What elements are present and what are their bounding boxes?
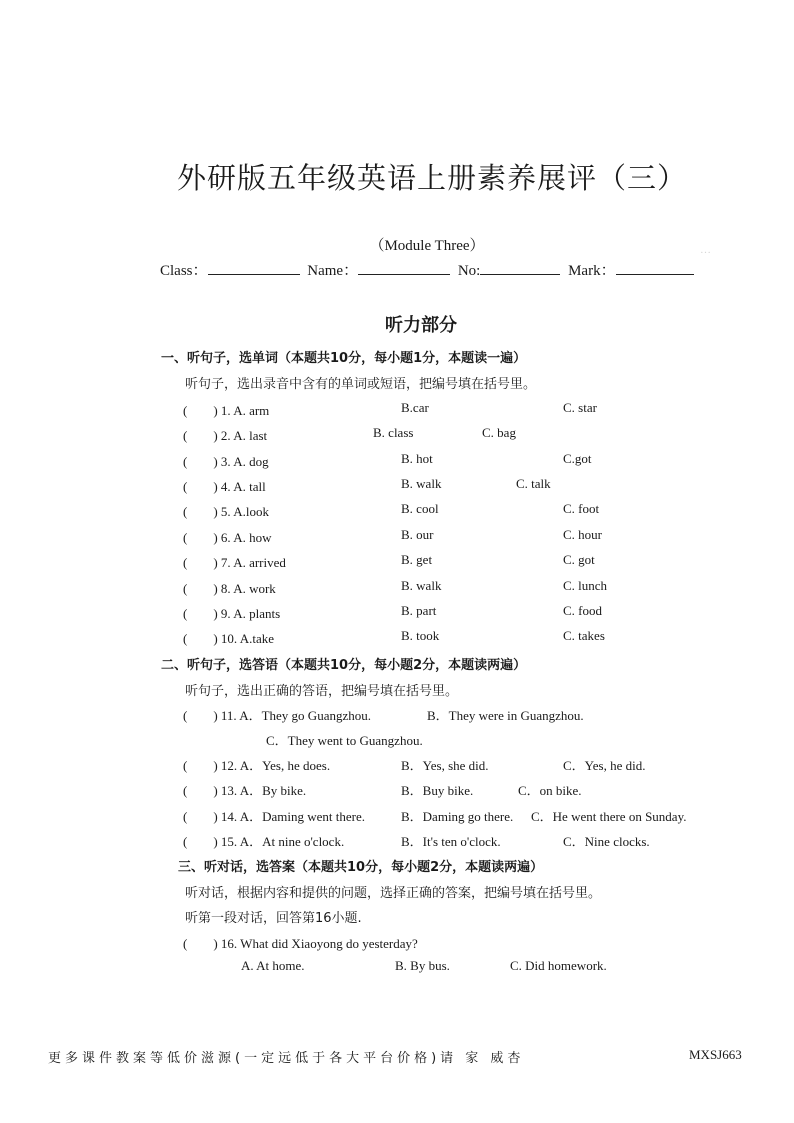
q6-c: C. hour: [563, 527, 602, 542]
q12-a: ( ) 12. A．Yes, he does.: [183, 758, 331, 773]
q6-b: B. our: [401, 527, 434, 542]
q5-a: ( ) 5. A.look: [183, 504, 269, 519]
q12-b: B．Yes, she did.: [401, 758, 489, 773]
q15-b: B．It's ten o'clock.: [401, 834, 501, 849]
footer-text: 更多课件教案等低价滋源(一定远低于各大平台价格)请 家 威杏: [48, 1051, 525, 1066]
q14-b: B．Daming go there.: [401, 809, 514, 824]
mark-blank: [616, 262, 694, 275]
name-label: Name：: [307, 263, 359, 279]
q8-c: C. lunch: [563, 578, 608, 593]
q5-b: B. cool: [401, 501, 439, 516]
q9-c: C. food: [563, 603, 602, 618]
part1-heading: 一、听句子，选单词（本题共10分，每小题1分，本题读一遍）: [161, 351, 527, 366]
q2-b: B. class: [373, 425, 414, 440]
q11-c: C．They went to Guangzhou.: [266, 733, 423, 748]
q8-a: ( ) 8. A. work: [183, 581, 276, 596]
part1-instruction: 听句子，选出录音中含有的单词或短语，把编号填在括号里。: [185, 377, 537, 392]
page-title: 外研版五年级英语上册素养展评（三）: [176, 163, 687, 195]
q10-c: C. takes: [563, 628, 605, 643]
q6-a: ( ) 6. A. how: [183, 530, 272, 545]
q16-a: A. At home.: [241, 958, 305, 973]
bleed-through-text: …: [700, 244, 711, 256]
q11-b: B．They were in Guangzhou.: [427, 708, 584, 723]
q5-c: C. foot: [563, 501, 600, 516]
part3-subinstruction: 听第一段对话，回答第16小题.: [185, 911, 362, 926]
q10-b: B. took: [401, 628, 440, 643]
q16-b: B. By bus.: [395, 958, 450, 973]
part2-instruction: 听句子，选出正确的答语，把编号填在括号里。: [185, 684, 459, 699]
q9-a: ( ) 9. A. plants: [183, 606, 281, 621]
q15-c: C．Nine clocks.: [563, 834, 650, 849]
class-blank: [208, 262, 300, 275]
name-blank: [358, 262, 450, 275]
q13-b: B．Buy bike.: [401, 783, 474, 798]
page-subtitle: （Module Three）: [369, 238, 485, 254]
q7-c: C. got: [563, 552, 595, 567]
student-info-line: [160, 259, 698, 280]
footer-code: MXSJ663: [689, 1047, 742, 1062]
q8-b: B. walk: [401, 578, 442, 593]
q3-c: C.got: [563, 451, 592, 466]
q16-c: C. Did homework.: [510, 958, 607, 973]
class-label: Class：: [160, 263, 208, 279]
q7-b: B. get: [401, 552, 433, 567]
q4-b: B. walk: [401, 476, 442, 491]
q15-a: ( ) 15. A．At nine o'clock.: [183, 834, 345, 849]
q11-a: ( ) 11. A．They go Guangzhou.: [183, 708, 371, 723]
q13-c: C．on bike.: [518, 783, 582, 798]
q3-a: ( ) 3. A. dog: [183, 454, 269, 469]
q9-b: B. part: [401, 603, 437, 618]
q3-b: B. hot: [401, 451, 433, 466]
q4-c: C. talk: [516, 476, 551, 491]
q1-b: B.car: [401, 400, 429, 415]
q1-c: C. star: [563, 400, 597, 415]
q7-a: ( ) 7. A. arrived: [183, 555, 286, 570]
no-blank: [480, 262, 560, 275]
part2-heading: 二、听句子，选答语（本题共10分，每小题2分，本题读两遍）: [161, 658, 527, 673]
q4-a: ( ) 4. A. tall: [183, 479, 266, 494]
q2-a: ( ) 2. A. last: [183, 428, 268, 443]
listening-section-heading: 听力部分: [385, 315, 457, 336]
no-label: No:: [457, 263, 481, 279]
q2-c: C. bag: [482, 425, 516, 440]
q16-question: ( ) 16. What did Xiaoyong do yesterday?: [183, 936, 418, 951]
mark-label: Mark：: [568, 263, 616, 279]
q12-c: C．Yes, he did.: [563, 758, 646, 773]
part3-heading: 三、听对话，选答案（本题共10分，每小题2分，本题读两遍）: [178, 860, 544, 875]
q13-a: ( ) 13. A．By bike.: [183, 783, 307, 798]
q14-a: ( ) 14. A．Daming went there.: [183, 809, 365, 824]
part3-instruction: 听对话，根据内容和提供的问题，选择正确的答案，把编号填在括号里。: [185, 886, 602, 901]
q14-c: C．He went there on Sunday.: [531, 809, 687, 824]
q1-a: ( ) 1. A. arm: [183, 403, 270, 418]
q10-a: ( ) 10. A.take: [183, 631, 274, 646]
